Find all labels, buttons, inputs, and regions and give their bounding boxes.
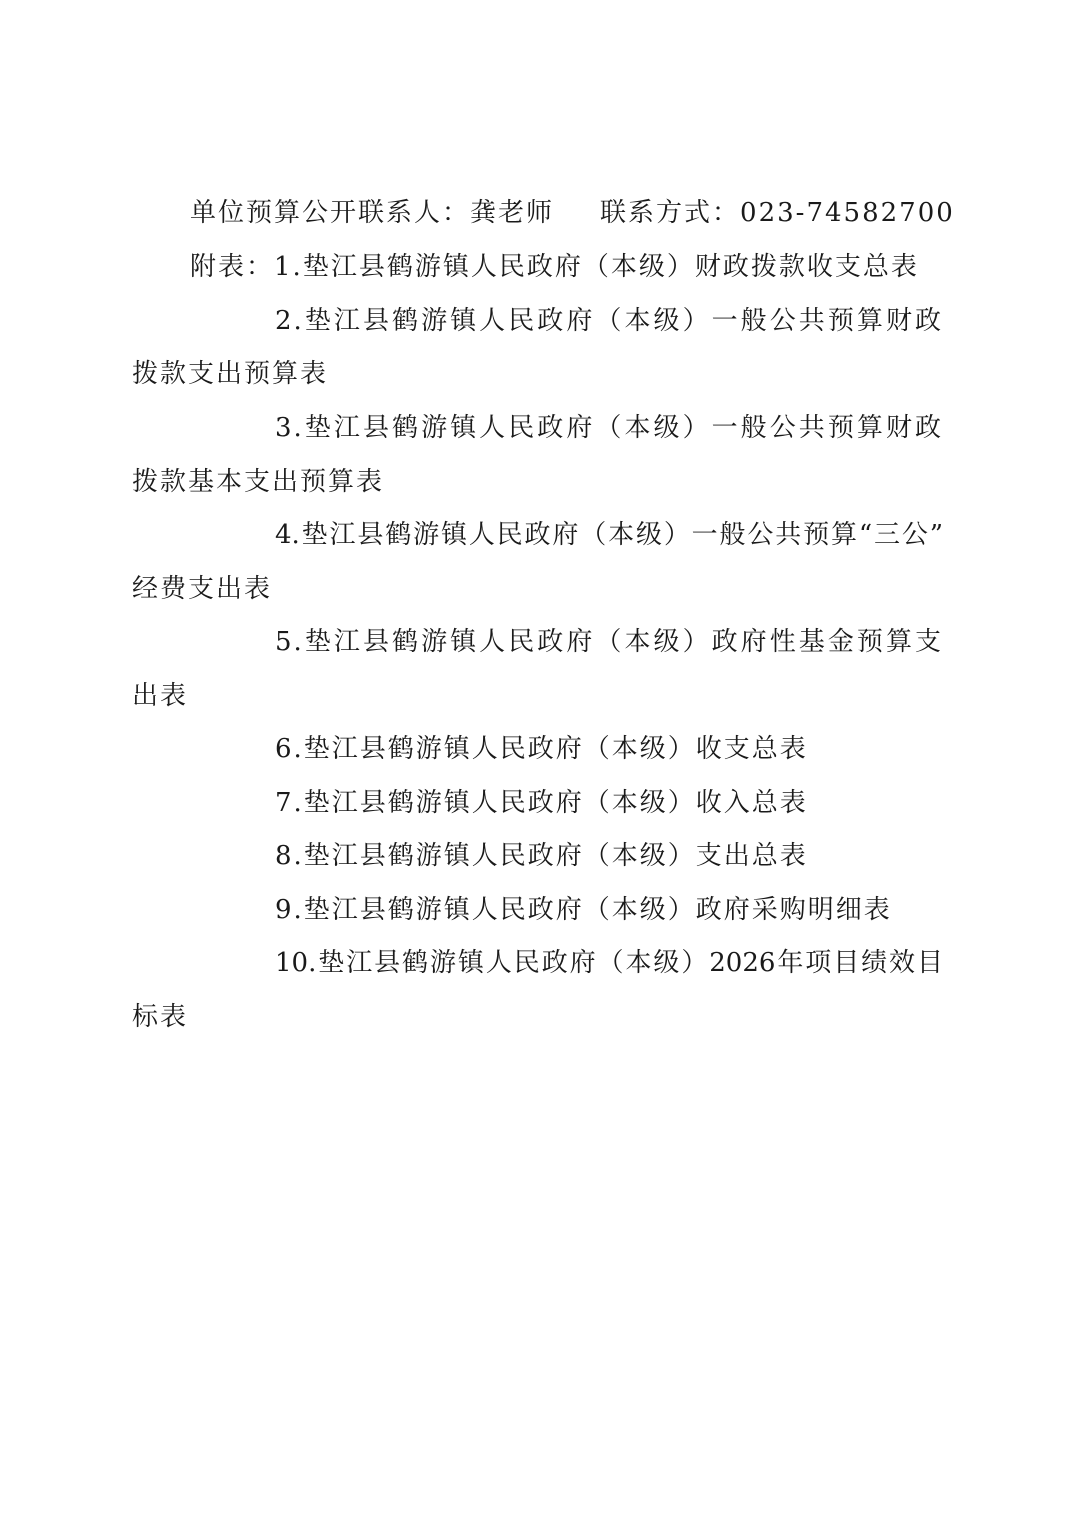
attachment-item-10: 10.垫江县鹤游镇人民政府（本级）2026年项目绩效目 bbox=[275, 948, 943, 978]
attachment-item-6: 6.垫江县鹤游镇人民政府（本级）收支总表 bbox=[275, 734, 808, 764]
attachment-item-8: 8.垫江县鹤游镇人民政府（本级）支出总表 bbox=[275, 841, 808, 871]
attachment-item-4-continuation: 经费支出表 bbox=[132, 574, 273, 604]
attachment-item-10-continuation: 标表 bbox=[132, 1002, 189, 1032]
attachment-item-2-continuation: 拨款支出预算表 bbox=[132, 359, 329, 389]
contact-line bbox=[190, 196, 955, 230]
attachment-item-5-continuation: 出表 bbox=[132, 681, 189, 711]
attachment-item-7: 7.垫江县鹤游镇人民政府（本级）收入总表 bbox=[275, 788, 808, 818]
attachment-item-4: 4.垫江县鹤游镇人民政府（本级）一般公共预算“三公” bbox=[275, 520, 943, 550]
contact-label: 单位预算公开联系人： bbox=[190, 198, 471, 228]
attachment-item-9: 9.垫江县鹤游镇人民政府（本级）政府采购明细表 bbox=[275, 895, 892, 925]
attachment-item-3-continuation: 拨款基本支出预算表 bbox=[132, 467, 385, 497]
attachment-item-1 bbox=[190, 250, 919, 284]
attachment-item-2: 2.垫江县鹤游镇人民政府（本级）一般公共预算财政 bbox=[275, 306, 943, 336]
attachment-item-5: 5.垫江县鹤游镇人民政府（本级）政府性基金预算支 bbox=[275, 627, 943, 657]
contact-name: 龚老师 bbox=[470, 198, 555, 228]
contact-method-label: 联系方式： bbox=[600, 198, 741, 228]
attachments-label: 附表： bbox=[190, 252, 275, 282]
attachment-item-3: 3.垫江县鹤游镇人民政府（本级）一般公共预算财政 bbox=[275, 413, 943, 443]
contact-phone: 023-74582700 bbox=[740, 198, 955, 228]
attachment-item-title: 1.垫江县鹤游镇人民政府（本级）财政拨款收支总表 bbox=[274, 252, 919, 282]
